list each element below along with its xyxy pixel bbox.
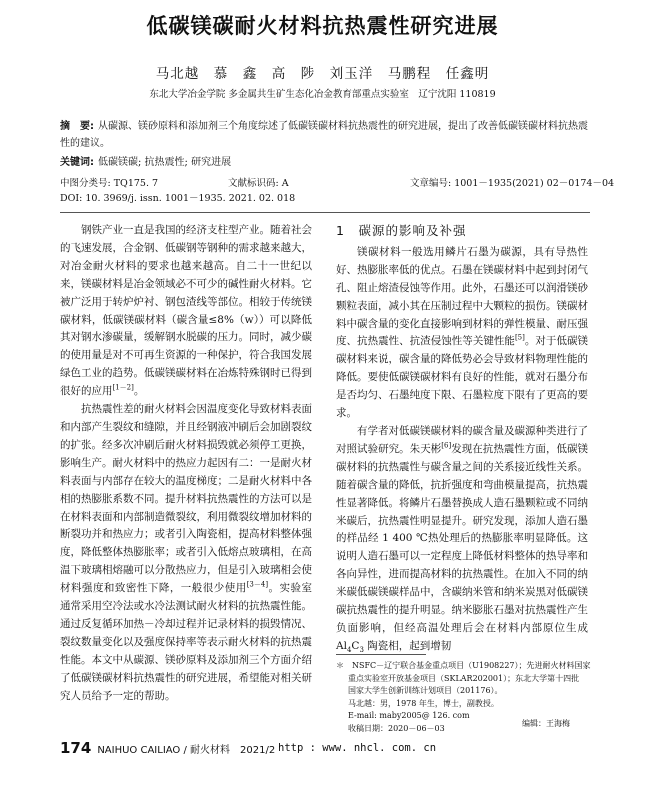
article-number: 文章编号: 1001－1935(2021) 02－0174－04	[410, 178, 615, 189]
intro-paragraph-1: 钢铁产业一直是我国的经济支柱型产业。随着社会的飞速发展，合金钢、低碳钢等钢种的需求越来越大，对冶金耐火材料的要求也越来越高。自二十一世纪以来，镁碳材料是冶金领域必不可少的碱性耐火材料。它被广泛用于转炉炉衬、钢包渣线等部位。相较于传统镁碳材料，低碳镁碳材料（碳含量≤8%（w））可以降低其对钢水渗碳量，缓解钢水脱碳的压力。同时，减少碳的使用量是对不可再生资源的一种保护，符合我国发展绿色工业的趋势。低碳镁碳材料在冶炼特殊钢时已得到很好的应用[1－2]。	[60, 224, 312, 398]
clc-number: 中图分类号: TQ175. 7	[60, 178, 159, 189]
editor-note: 编辑：王海梅	[522, 719, 570, 728]
citation: [6]	[441, 441, 452, 450]
citation: [1－2]	[112, 383, 134, 392]
right-column	[336, 222, 588, 660]
intro-paragraph-2: 抗热震性差的耐火材料会因温度变化导致材料表面和内部产生裂纹和缝隙，并且经钢液冲刷后会加剧裂纹的扩张。经多次冲刷后耐火材料损毁就必须停工更换，影响生产。耐火材料中的热应力起因有二：一是耐火材料表面与内部存在较大的温度梯度；二是耐火材料中各相的热膨胀系数不同。提升材料抗热震性的方法可以是在材料表面和内部制造微裂纹，利用微裂纹增加材料的断裂功并和热应力；或者引入陶瓷相，提高材料整体强度，降低整体热膨胀率；或者引入低熔点玻璃相，在高温下玻璃相熔融可以分散热应力，但是引入玻璃相会使材料强度和致密性下降，一般很少使用[3－4]。实验室通常采用空冷法或水冷法测试耐火材料的抗热震性能。通过反复循环加热－冷却过程并记录材料的损毁情况、裂纹数量变化以及强度保持率等表示耐火材料的抗热震性能。本文中从碳源、镁砂原料及添加剂三个方面介绍了低碳镁碳材料抗热震性的研究进展，希望能对相关研究人员给予一定的帮助。	[60, 403, 313, 702]
author-list: 马北越 慕 鑫 高 陟 刘玉洋 马鹏程 任鑫明	[155, 66, 490, 82]
footnote: ＊ NSFC－辽宁联合基金重点项目（U1908227）；先进耐火材料国家 重点实验室开放基金项目（SKLAR202001）；东北大学第十四批 国家大学生创新训练计划项目（201176）。 马北越：男，1978 年生，博士，副教授。 E-mail: maby2005@ 126. com 收稿日期：2020－06－03	[336, 661, 591, 733]
abstract-text: 从碳源、镁砂原料和添加剂三个角度综述了低碳镁碳材料抗热震性的研究进展，提出了改善低碳镁碳材料抗热震性的建议。	[60, 121, 588, 149]
abstract-label: 摘 要:	[60, 121, 94, 132]
keywords-label: 关键词:	[60, 157, 94, 168]
footnote-divider	[336, 654, 426, 655]
abstract	[60, 118, 590, 152]
section-heading: 1 碳源的影响及补强	[336, 223, 467, 238]
page-number: 174	[60, 739, 92, 757]
article-meta	[60, 175, 615, 205]
doi: DOI: 10. 3969/j. issn. 1001－1935. 2021. 02. 018	[60, 193, 296, 204]
citation: [3－4]	[246, 580, 269, 589]
citation: [5]	[514, 333, 525, 342]
keywords-text: 低碳镁碳; 抗热震性; 研究进展	[98, 157, 232, 168]
journal-url[interactable]: http : www. nhcl. com. cn	[278, 742, 437, 754]
left-column	[60, 222, 312, 705]
paper-title: 低碳镁碳耐火材料抗热震性研究进展	[146, 14, 499, 38]
doc-code: 文献标识码: A	[228, 178, 289, 189]
header-divider	[60, 212, 590, 213]
journal-name: NAIHUO CAILIAO / 耐火材料 2021/2	[97, 745, 276, 756]
page-footer	[60, 738, 275, 757]
section-paragraph-1: 镁碳材料一般选用鳞片石墨为碳源，具有导热性好、热膨胀率低的优点。石墨在镁碳材料中起到封闭气孔、阻止熔渣侵蚀等作用。此外，石墨还可以润滑镁砂颗粒表面，减小其在压制过程中大颗粒的损伤。镁碳材料中碳含量的变化直接影响到材料的弹性模量、耐压强度、抗热震性、抗渣侵蚀性等关键性能[5]。对于低碳镁碳材料来说，碳含量的降低势必会导致材料物理性能的降低。要使低碳镁碳材料有良好的性能，就对石墨分布是否均匀、石墨纯度下限、石墨粒度下限有了更高的要求。	[336, 245, 589, 420]
keywords	[60, 153, 590, 168]
affiliation: 东北大学冶金学院 多金属共生矿生态化冶金教育部重点实验室 辽宁沈阳 110819	[149, 89, 496, 100]
section-paragraph-2: 有学者对低碳镁碳材料的碳含量及碳源种类进行了对照试验研究。朱天彬[6]发现在抗热震性方面，低碳镁碳材料的抗热震性与碳含量之间的关系接近线性关系。随着碳含量的降低，抗折强度和弯曲模量提高，抗热震性显著降低。将鳞片石墨替换成人造石墨颗粒或不同纳米碳后，抗热震性明显提升。研究发现，添加人造石墨的样品经 1 400 ℃热处理后的热膨胀率明显降低。这说明人造石墨可以一定程度上降低材料整体的热导率和各向异性，进而提高材料的抗热震性。在加入不同的纳米碳低碳镁碳样品中，含碳纳米管和纳米炭黑对低碳镁碳抗热震性的提升明显。纳米膨胀石墨对抗热震性产生负面影响，但经高温处理后会在材料内部原位生成 $Al_4C_3$ 陶瓷相，起到增韧	[336, 424, 589, 654]
